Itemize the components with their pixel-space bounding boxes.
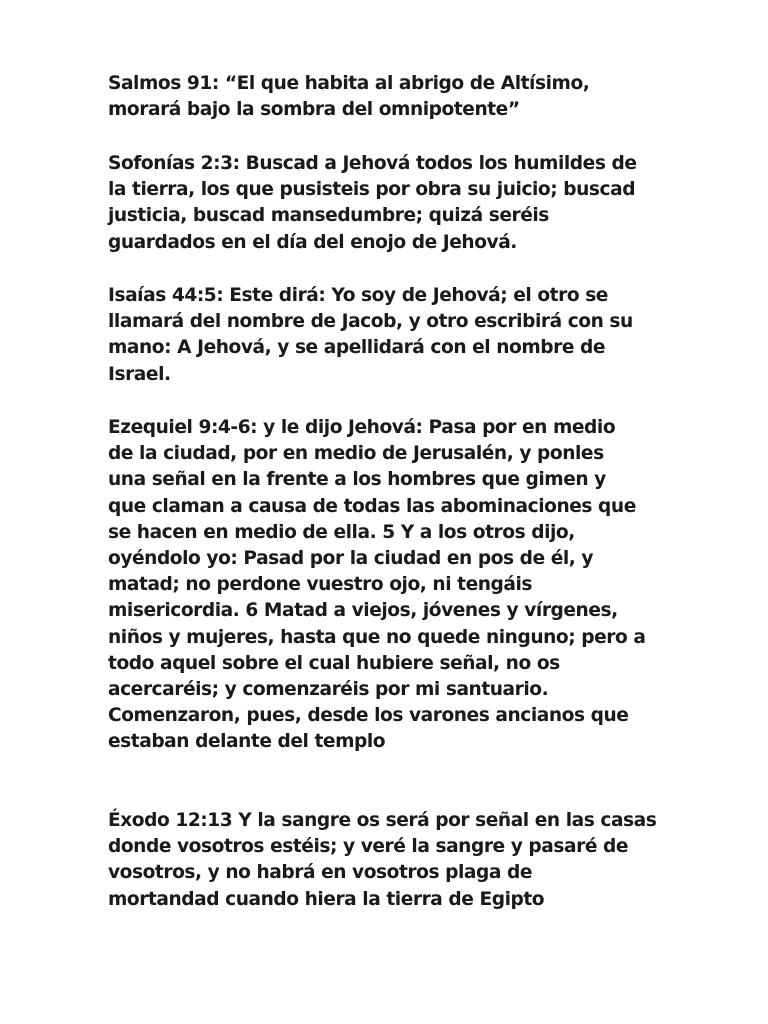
text-line: que claman a causa de todas las abominaciones que [108, 495, 636, 517]
text-line: Salmos 91: “El que habita al abrigo de Altísimo, [108, 73, 590, 94]
verse-isaias-44-5 [108, 283, 668, 388]
verse-exodo-12-13 [108, 808, 668, 913]
verse-ezequiel-9-4-6 [108, 415, 668, 756]
verse-sofonias-2-3 [108, 151, 668, 256]
text-line: oyéndolo yo: Pasad por la ciudad en pos de él, y [108, 548, 594, 570]
text-line: donde vosotros estéis; y veré la sangre y pasaré de [108, 836, 629, 858]
text-line: Ezequiel 9:4-6: y le dijo Jehová: Pasa por en medio [108, 417, 616, 438]
text-line: llamará del nombre de Jacob, y otro escribirá con su [108, 311, 633, 333]
text-line: Israel. [108, 363, 171, 385]
text-line: Sofonías 2:3: Buscad a Jehová todos los humildes de [108, 153, 637, 174]
text-line: mortandad cuando hiera la tierra de Egipto [108, 888, 545, 910]
text-line: morará bajo la sombra del omnipotente” [108, 99, 520, 121]
text-line: todo aquel sobre el cual hubiere señal, no os [108, 652, 560, 674]
text-line: se hacen en medio de ella. 5 Y a los otros dijo, [108, 521, 575, 543]
text-line: mano: A Jehová, y se apellidará con el nombre de [108, 337, 606, 359]
text-line: Isaías 44:5: Este dirá: Yo soy de Jehová; el otro se [108, 285, 608, 306]
text-line: matad; no perdone vuestro ojo, ni tengáis [108, 574, 533, 596]
text-line: guardados en el día del enojo de Jehová. [108, 231, 517, 253]
text-line: justicia, buscad mansedumbre; quizá seréis [108, 205, 549, 227]
text-line: Comenzaron, pues, desde los varones ancianos que [108, 705, 629, 727]
text-line: de la ciudad, por en medio de Jerusalén, y ponles [108, 443, 604, 465]
text-line: acercaréis; y comenzaréis por mi santuario. [108, 679, 549, 701]
verse-salmos-91 [108, 71, 668, 123]
text-line: vosotros, y no habrá en vosotros plaga de [108, 862, 532, 884]
text-line: niños y mujeres, hasta que no quede ninguno; pero a [108, 626, 646, 648]
text-line: Éxodo 12:13 Y la sangre os será por señal en las casas [108, 810, 657, 831]
text-line: la tierra, los que pusisteis por obra su juicio; buscad [108, 179, 636, 201]
text-line: una señal en la frente a los hombres que gimen y [108, 469, 606, 491]
text-line: estaban delante del templo [108, 731, 386, 753]
text-line: misericordia. 6 Matad a viejos, jóvenes y vírgenes, [108, 600, 618, 622]
